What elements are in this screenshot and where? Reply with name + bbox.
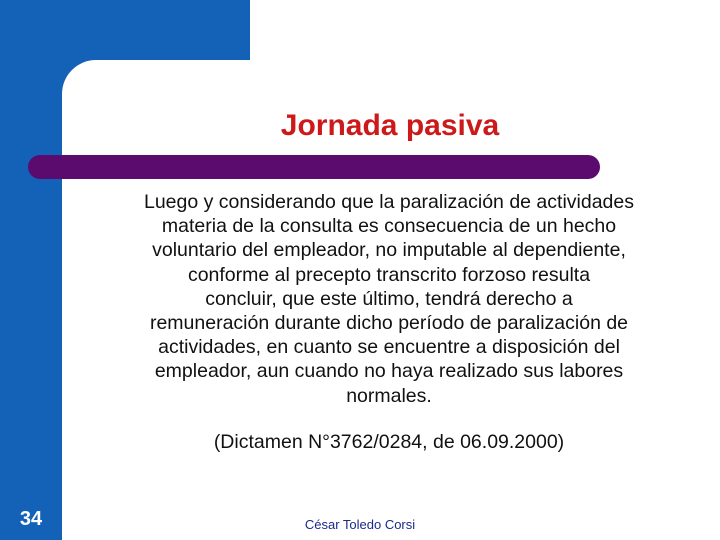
title-underline-bar	[28, 155, 600, 179]
footer-author: César Toledo Corsi	[304, 517, 416, 532]
slide-body-text: Luego y considerando que la paralización de actividades materia de la consulta es consecuencia de un hecho voluntario del empleador, no imputable al dependiente, conforme al precepto transcrito forzoso resulta concluir, que este último, tendrá derecho a remuneración durante dicho período de paralización de actividades, en cuanto se encuentre a disposición del empleador, aun cuando no haya realizado sus labores normales.	[143, 191, 634, 407]
page-number: 34	[19, 508, 43, 530]
citation-text: (Dictamen N°3762/0284, de 06.09.2000)	[213, 431, 565, 453]
slide-title: Jornada pasiva	[280, 109, 500, 142]
blue-side-band	[0, 0, 62, 540]
